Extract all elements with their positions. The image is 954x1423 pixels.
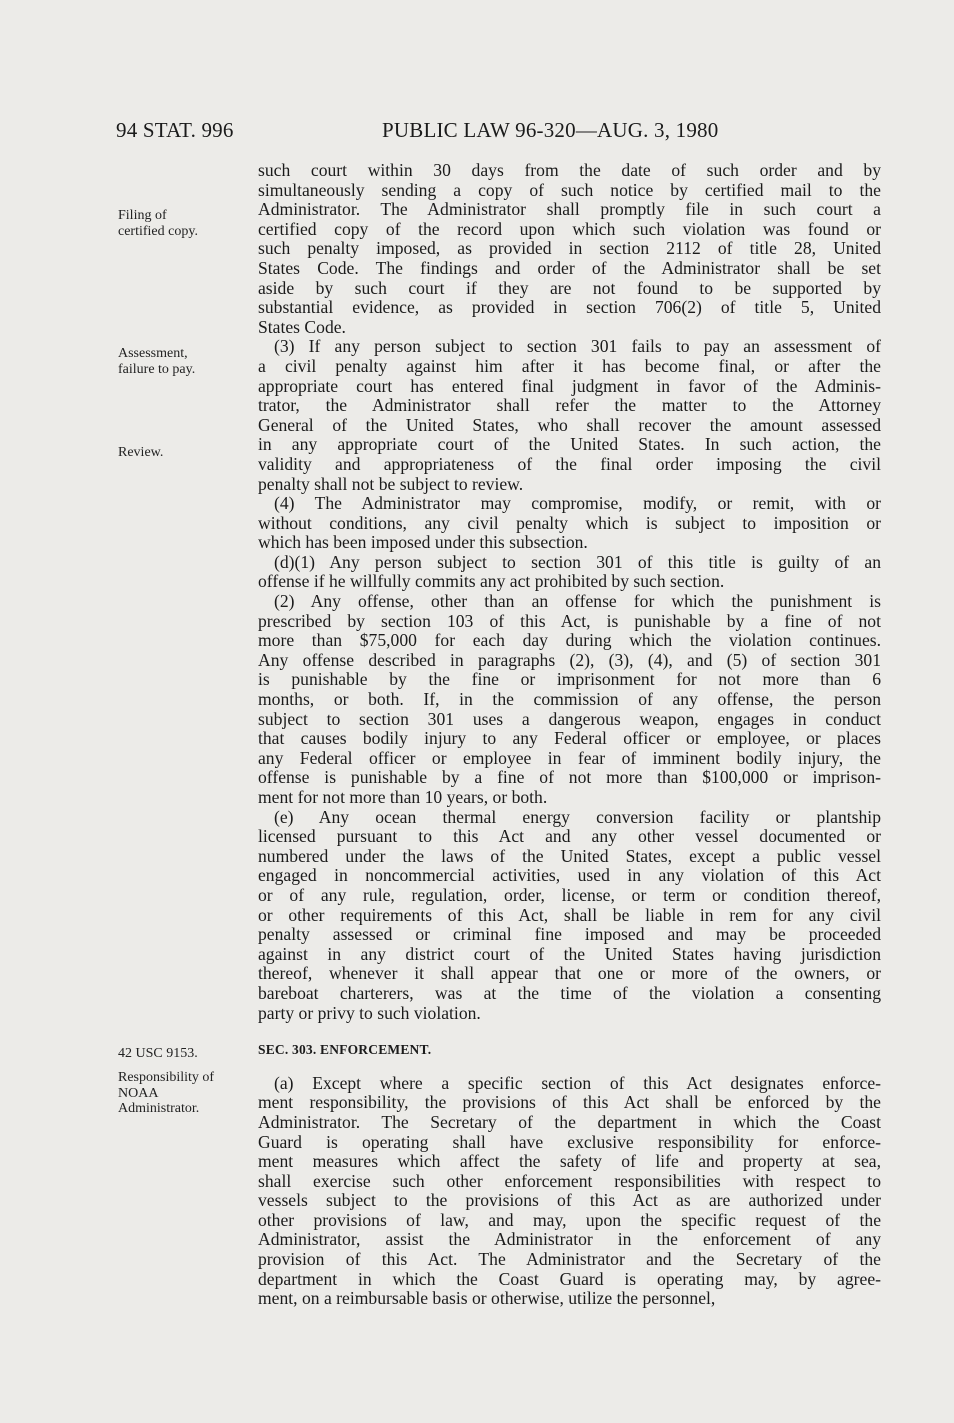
- text-line: or of any rule, regulation, order, license, or term or condition thereof,: [258, 884, 881, 905]
- text-line: shall exercise such other enforcement responsibilities with respect to: [258, 1170, 881, 1191]
- margin-note-assessment: Assessment, failure to pay.: [118, 346, 196, 377]
- text-line: States Code. The findings and order of the Administrator shall be set: [258, 257, 881, 278]
- text-line: thereof, whenever it shall appear that one or more of the owners, or: [258, 963, 881, 984]
- text-line: penalty shall not be subject to review.: [258, 473, 524, 494]
- body-text: [258, 161, 881, 1309]
- public-law-title: PUBLIC LAW 96-320—AUG. 3, 1980: [382, 118, 719, 142]
- paragraph-compromise: [258, 494, 881, 553]
- text-line: ment for not more than 10 years, or both.: [258, 787, 548, 807]
- text-line: substantial evidence, as provided in section 706(2) of title 5, United: [258, 297, 881, 318]
- text-line: party or privy to such violation.: [258, 1002, 481, 1023]
- text-line: licensed pursuant to this Act and any other vessel documented or: [258, 826, 881, 847]
- text-line: numbered under the laws of the United States, except a public vessel: [258, 845, 881, 866]
- text-line: (d)(1) Any person subject to section 301 of this title is guilty of an: [274, 551, 881, 572]
- paragraph-assessment: [258, 337, 881, 494]
- section-heading: SEC. 303. ENFORCEMENT.: [258, 1042, 432, 1058]
- text-line: other provisions of law, and may, upon the specific request of the: [258, 1209, 881, 1230]
- text-line: General of the United States, who shall recover the amount assessed: [258, 414, 881, 435]
- margin-note-usc: 42 USC 9153.: [118, 1046, 198, 1061]
- text-line: against in any district court of the United States having jurisdiction: [258, 943, 881, 964]
- text-line: offense is punishable by a fine of not more than $100,000 or imprison-: [258, 767, 881, 788]
- paragraph-enforcement: [258, 1074, 881, 1309]
- text-line: is punishable by the fine or imprisonment for not more than 6: [258, 669, 881, 690]
- text-line: ment responsibility, the provisions of this Act shall be enforced by the: [258, 1092, 881, 1113]
- text-line: Administrator. The Secretary of the department in which the Coast: [258, 1111, 881, 1132]
- text-line: simultaneously sending a copy of such notice by certified mail to the: [258, 179, 881, 200]
- text-line: more than $75,000 for each day during which the violation continues.: [258, 630, 881, 651]
- text-line: Any offense described in paragraphs (2), (3), (4), and (5) of section 301: [258, 649, 881, 670]
- text-line: that causes bodily injury to any Federal officer or employee, or places: [258, 728, 881, 749]
- text-line: such penalty imposed, as provided in section 2112 of title 28, United: [258, 238, 881, 259]
- paragraph-punishment: [258, 592, 881, 808]
- text-line: Guard is operating shall have exclusive responsibility for enforce-: [258, 1131, 881, 1152]
- text-line: any Federal officer or employee in fear of imminent bodily injury, the: [258, 747, 881, 768]
- text-line: penalty assessed or criminal fine imposed and may be proceeded: [258, 924, 881, 945]
- text-line: (e) Any ocean thermal energy conversion facility or plantship: [274, 806, 881, 827]
- margin-note-review: Review.: [118, 445, 164, 460]
- text-line: vessels subject to the provisions of this Act as are authorized under: [258, 1190, 881, 1211]
- text-line: validity and appropriateness of the final order imposing the civil: [258, 453, 881, 474]
- text-line: (2) Any offense, other than an offense for which the punishment is: [274, 591, 881, 612]
- text-line: (3) If any person subject to section 301 fails to pay an assessment of: [274, 336, 881, 357]
- text-line: or other requirements of this Act, shall be liable in rem for any civil: [258, 904, 881, 925]
- text-line: ment measures which affect the safety of life and property at sea,: [258, 1151, 881, 1172]
- text-line: prescribed by section 103 of this Act, is punishable by a fine of not: [258, 610, 881, 631]
- text-line: provision of this Act. The Administrator and the Secretary of the: [258, 1249, 881, 1270]
- paragraph-filing: [258, 161, 881, 337]
- text-line: ment, on a reimbursable basis or otherwise, utilize the personnel,: [258, 1288, 716, 1309]
- paragraph-offense: [258, 553, 881, 592]
- text-line: trator, the Administrator shall refer the matter to the Attorney: [258, 395, 881, 416]
- text-line: (4) The Administrator may compromise, modify, or remit, with or: [274, 493, 881, 514]
- text-line: engaged in noncommercial activities, used in any violation of this Act: [258, 865, 881, 886]
- text-line: Administrator, assist the Administrator in the enforcement of any: [258, 1229, 881, 1250]
- paragraph-liability-in-rem: [258, 808, 881, 1024]
- text-line: in any appropriate court of the United States. In such action, the: [258, 434, 881, 455]
- text-line: such court within 30 days from the date of such order and by: [258, 160, 881, 180]
- text-line: subject to section 301 uses a dangerous weapon, engages in conduct: [258, 708, 881, 729]
- text-line: bareboat charterers, was at the time of the violation a consenting: [258, 982, 881, 1003]
- text-line: (a) Except where a specific section of this Act designates enforce-: [274, 1072, 881, 1093]
- text-line: department in which the Coast Guard is operating may, by agree-: [258, 1268, 881, 1289]
- text-line: which has been imposed under this subsection.: [258, 532, 588, 553]
- text-line: a civil penalty against him after it has become final, or after the: [258, 355, 881, 376]
- margin-note-filing: Filing of certified copy.: [118, 208, 198, 239]
- text-line: appropriate court has entered final judgment in favor of the Adminis-: [258, 375, 881, 396]
- text-line: certified copy of the record upon which such violation was found or: [258, 218, 881, 239]
- page-header: [116, 118, 894, 148]
- text-line: States Code.: [258, 316, 346, 337]
- text-line: aside by such court if they are not found to be supported by: [258, 277, 881, 298]
- text-line: months, or both. If, in the commission of any offense, the person: [258, 689, 881, 710]
- statute-page-number: 94 STAT. 996: [116, 118, 234, 142]
- margin-note-responsibility: Responsibility of NOAA Administrator.: [118, 1070, 215, 1116]
- text-line: offense if he willfully commits any act prohibited by such section.: [258, 571, 725, 592]
- text-line: Administrator. The Administrator shall promptly file in such court a: [258, 199, 881, 220]
- text-line: without conditions, any civil penalty which is subject to imposition or: [258, 512, 881, 533]
